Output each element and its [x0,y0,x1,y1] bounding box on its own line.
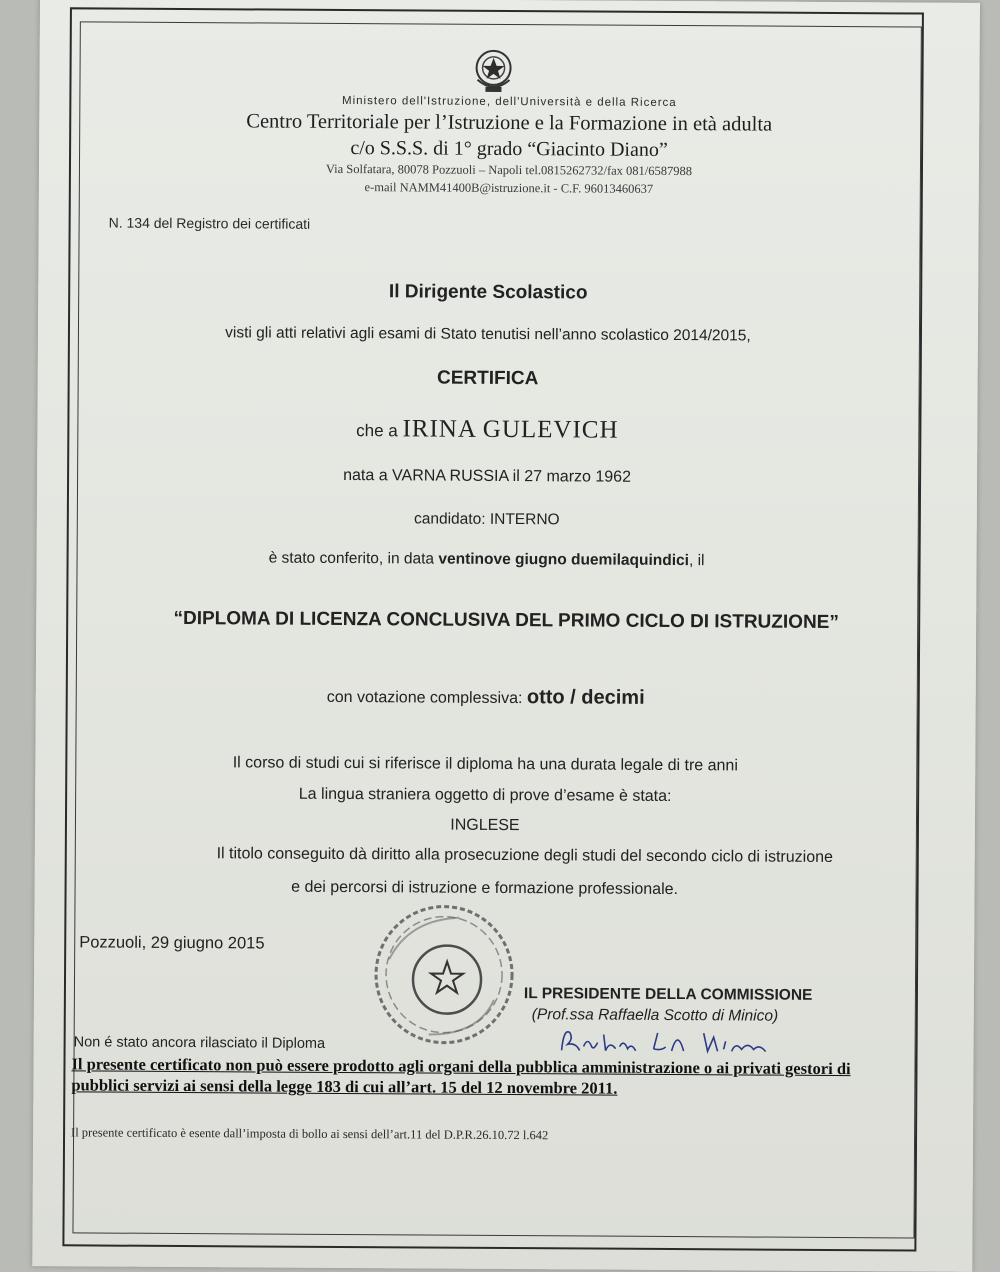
grade-value: otto / decimi [526,686,645,709]
candidate-type: candidato: INTERNO [413,510,560,529]
title-rights: Il titolo conseguito dà diritto alla prosecuzione degli studi del secondo ciclo di istruzione [216,845,833,866]
diploma-title: “DIPLOMA DI LICENZA CONCLUSIVA DEL PRIMO CICLO DI ISTRUZIONE” [173,607,839,634]
school-email: e-mail NAMM41400B@istruzione.it - C.F. 96013460637 [364,180,654,196]
registry-number: N. 134 del Registro dei certificati [108,214,311,232]
school-name: c/o S.S.S. di 1° grado “Giacinto Diano” [350,137,668,161]
commission-president-name: (Prof.ssa Raffaella Scotto di Minico) [531,1006,779,1025]
ministry-header: Ministero dell'Istruzione, dell'Università e della Ricerca [341,94,677,110]
birth-info: nata a VARNA RUSSIA il 27 marzo 1962 [343,466,632,486]
grade-prefix: con votazione complessiva: [326,688,523,708]
italian-republic-emblem-icon [471,44,515,96]
conferral-suffix: , il [688,552,705,570]
course-duration: Il corso di studi cui si riferisce il diploma ha una durata legale di tre anni [232,754,738,775]
title-rights-continued: e dei percorsi di istruzione e formazione professionale. [291,878,679,899]
handwritten-signature-icon [554,1020,784,1061]
recipient-name: IRINA GULEVICH [402,415,619,444]
recipient-prefix: che a [356,421,398,441]
certificate-page [32,0,980,1272]
language-label: La lingua straniera oggetto di prove d’esame è stata: [298,785,672,806]
diploma-not-issued-note: Non é stato ancora rilasciato il Diploma [73,1034,326,1052]
dirigente-heading: Il Dirigente Scolastico [388,281,588,304]
institution-name: Centro Territoriale per l’Istruzione e la Formazione in età adulta [246,110,773,136]
language-value: INGLESE [450,816,520,835]
certifica-heading: CERTIFICA [436,367,539,390]
recipient-line [37,413,937,446]
visti-text: visti gli atti relativi agli esami di Stato tenutisi nell’anno scolastico 2014/2015, [225,324,751,345]
school-address: Via Solfatara, 80078 Pozzuoli – Napoli tel.0815262732/fax 081/6587988 [325,161,693,179]
place-date: Pozzuoli, 29 giugno 2015 [79,933,265,953]
conferral-prefix: è stato conferito, in data [268,549,435,568]
school-stamp-icon [369,899,520,1050]
conferral-date: ventinove giugno duemilaquindici [438,550,690,570]
commission-president-title: IL PRESIDENTE DELLA COMMISSIONE [523,985,813,1004]
stamp-duty-exemption: Il presente certificato è esente dall’imposta di bollo ai sensi dell’art.11 del D.P.R.26.10.72 l.642 [71,1125,549,1143]
legal-warning: Il presente certificato non può essere prodotto agli organi della pubblica amministrazione o ai privati gestori di pubblici servizi ai sensi della legge 183 di cui all’art. 15 del 12 novembre 2011. [71,1054,851,1098]
